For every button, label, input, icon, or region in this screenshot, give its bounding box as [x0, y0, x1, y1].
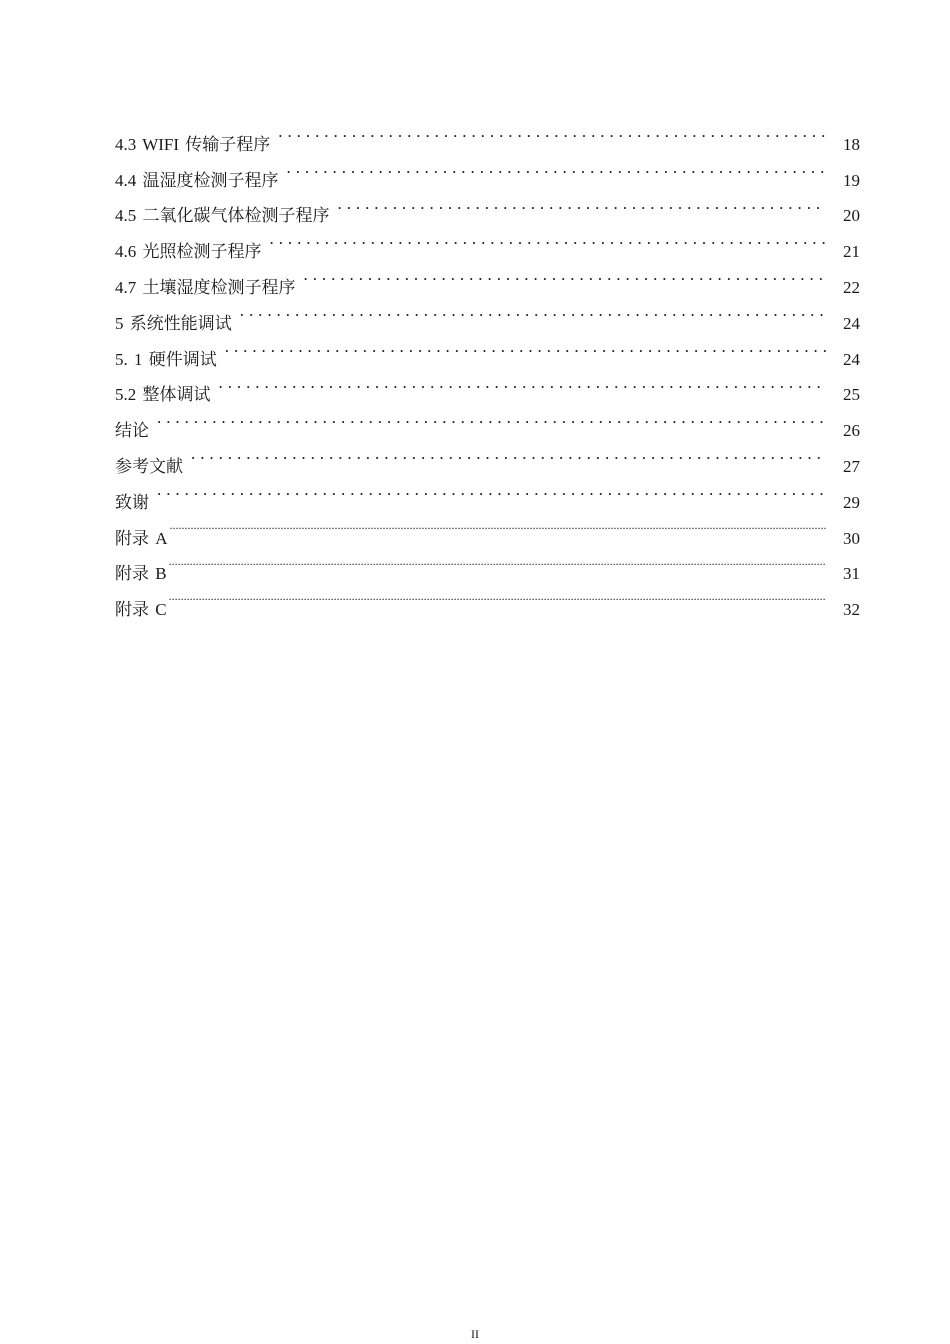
- toc-dot-leader: [170, 508, 826, 544]
- toc-entry[interactable]: [115, 436, 860, 476]
- toc-entry-page: 32: [843, 600, 860, 620]
- toc-dot-leader: [240, 293, 826, 329]
- toc-entry-page: 22: [843, 277, 860, 297]
- toc-entry-page: 18: [843, 134, 860, 154]
- toc-entry[interactable]: [115, 508, 860, 548]
- toc-entry-title: 致谢: [115, 492, 149, 512]
- toc-dot-leader: [287, 150, 827, 186]
- page-number: II: [471, 1327, 479, 1341]
- toc-entry-title: 参考文献: [115, 456, 183, 476]
- toc-entry-page: 19: [843, 170, 860, 190]
- toc-entry-title: 5. 1 硬件调试: [115, 349, 217, 369]
- toc-entry-title: 5 系统性能调试: [115, 313, 232, 333]
- toc-entry[interactable]: [115, 114, 860, 154]
- toc-entry-title: 4.4 温湿度检测子程序: [115, 170, 279, 190]
- table-of-contents: [115, 114, 860, 620]
- toc-dot-leader: [157, 472, 826, 508]
- toc-entry-title: 附录 A: [115, 528, 168, 548]
- toc-entry-page: 27: [843, 456, 860, 476]
- toc-entry-page: 29: [843, 492, 860, 512]
- toc-dot-leader: [270, 221, 827, 257]
- toc-entry-page: 20: [843, 206, 860, 226]
- toc-entry-title: 5.2 整体调试: [115, 385, 211, 405]
- toc-entry-title: 附录 C: [115, 600, 167, 620]
- toc-entry-page: 30: [843, 528, 860, 548]
- toc-entry-title: 4.7 土壤湿度检测子程序: [115, 277, 296, 297]
- toc-entry-title: 4.5 二氧化碳气体检测子程序: [115, 206, 330, 226]
- toc-dot-leader: [169, 544, 826, 580]
- toc-entry-title: 附录 B: [115, 564, 167, 584]
- toc-dot-leader: [225, 329, 826, 365]
- toc-entry[interactable]: [115, 329, 860, 369]
- toc-entry-page: 24: [843, 349, 860, 369]
- toc-dot-leader: [219, 365, 827, 401]
- toc-entry-page: 25: [843, 385, 860, 405]
- toc-entry[interactable]: [115, 400, 860, 441]
- toc-entry-page: 31: [843, 564, 860, 584]
- toc-entry[interactable]: [115, 472, 860, 512]
- toc-entry[interactable]: [115, 365, 860, 405]
- toc-entry[interactable]: [115, 544, 860, 584]
- toc-entry-page: 21: [843, 242, 860, 262]
- toc-dot-leader: [304, 257, 827, 293]
- toc-dot-leader: [169, 579, 826, 615]
- toc-dot-leader: [278, 114, 826, 150]
- toc-entry[interactable]: [115, 579, 860, 620]
- toc-entry-page: 26: [843, 421, 860, 441]
- toc-dot-leader: [157, 400, 826, 436]
- toc-dot-leader: [338, 186, 827, 222]
- toc-dot-leader: [191, 436, 826, 472]
- toc-entry-title: 结论: [115, 421, 149, 441]
- toc-entry-page: 24: [843, 313, 860, 333]
- toc-entry-title: 4.6 光照检测子程序: [115, 242, 262, 262]
- toc-entry-title: 4.3 WIFI 传输子程序: [115, 134, 271, 154]
